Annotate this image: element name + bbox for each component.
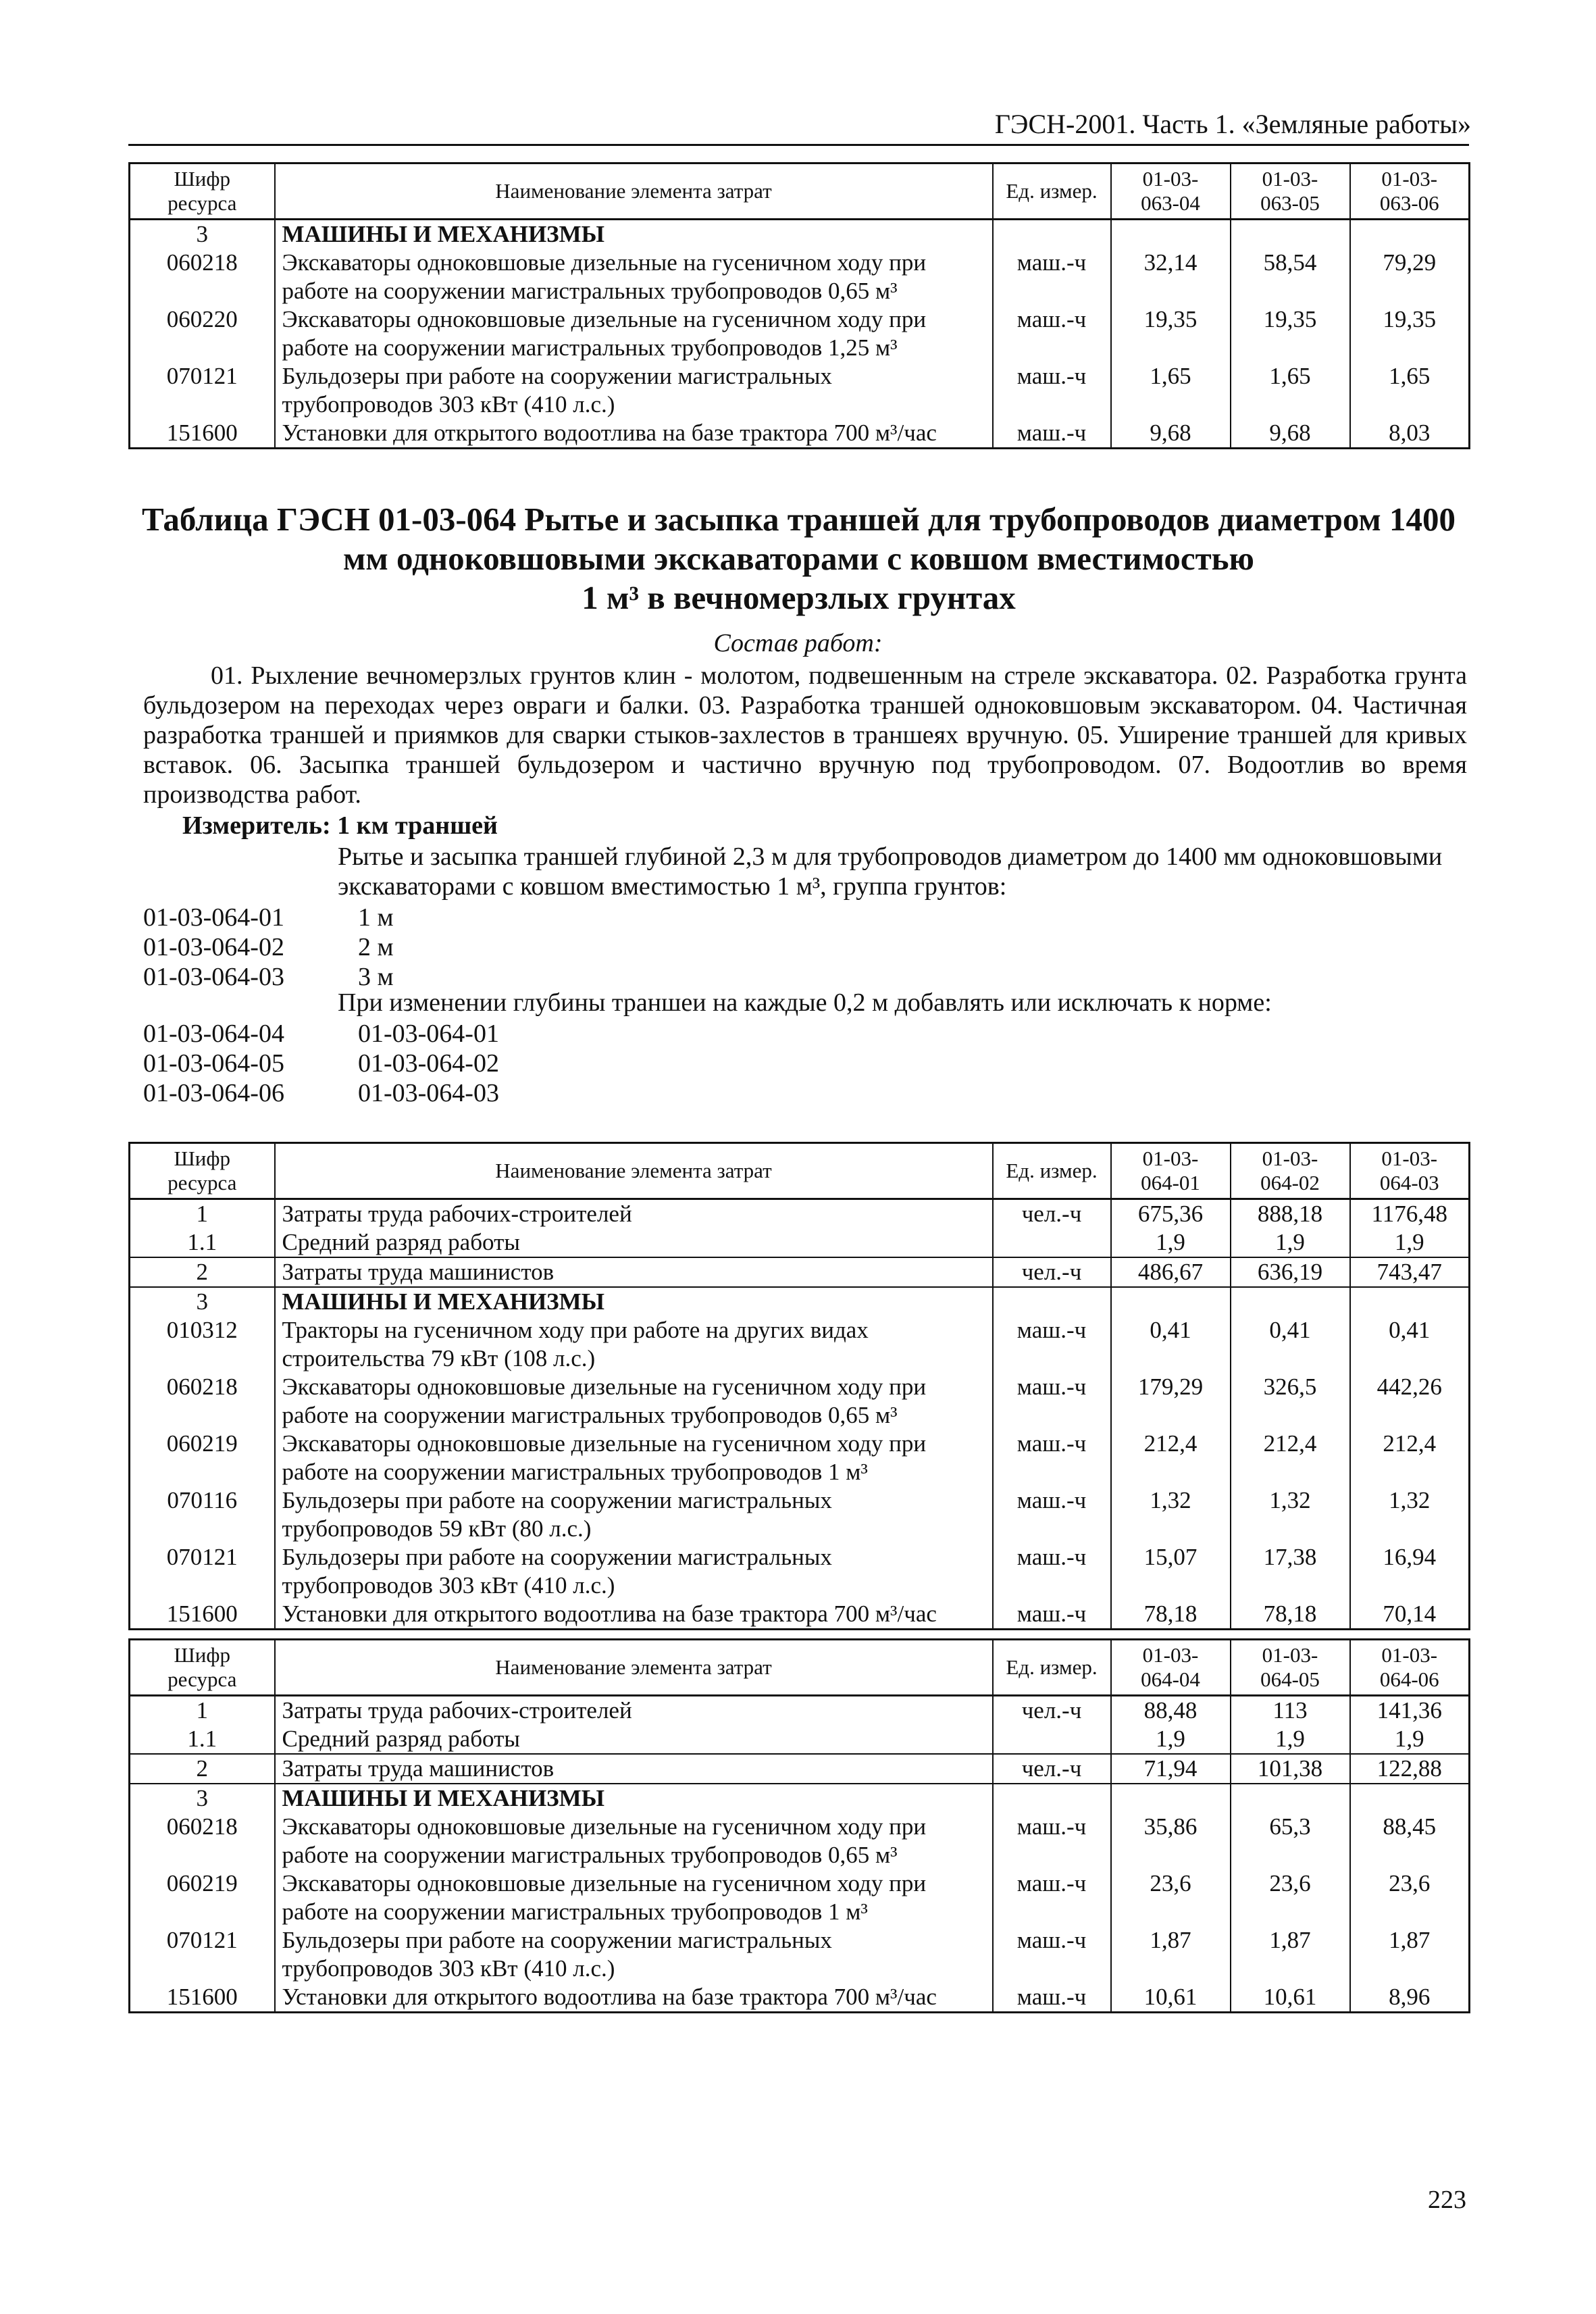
resource-name: Тракторы на гусеничном ходу при работе на других видах строительства 79 кВт (108 л.с.) <box>275 1316 993 1373</box>
header-norm-line: 01-03- <box>1262 1643 1318 1667</box>
norm-value: 23,6 <box>1350 1869 1470 1926</box>
header-norm-code <box>1350 1640 1470 1696</box>
norm-value: 16,94 <box>1350 1543 1470 1600</box>
resource-unit: маш.-ч <box>993 1926 1111 1983</box>
resource-unit <box>993 1228 1111 1257</box>
resource-code: 151600 <box>130 419 275 449</box>
header-code-line: Шифр <box>174 1643 230 1667</box>
norm-value: 675,36 <box>1111 1199 1231 1229</box>
norm-code: 01-03-064-04 <box>143 1020 284 1048</box>
table-row <box>130 1926 1470 1983</box>
norm-row <box>143 932 394 962</box>
resource-name: МАШИНЫ И МЕХАНИЗМЫ <box>275 1287 993 1316</box>
works-description: 01. Рыхление вечномерзлых грунтов клин - молотом, подвешенным на стреле экскаватора. 02. Разработка грунта бульдозером на переходах через овраги и балки. 03. Разработка траншей одноковшовым экскаватором. 04. Частичная разработка траншей и приямков для сварки стыков-захлестов в траншеях вручную. 05. Уширение траншей для кривых вставок. 06. Засыпка траншей бульдозером и частично вручную под трубопроводом. 07. Водоотлив во время производства работ. <box>143 661 1467 809</box>
resource-name: Бульдозеры при работе на сооружении магистральных трубопроводов 59 кВт (80 л.с.) <box>275 1486 993 1543</box>
norm-value: 71,94 <box>1111 1754 1231 1784</box>
norm-value: 1,32 <box>1350 1486 1470 1543</box>
resource-name: Затраты труда машинистов <box>275 1257 993 1287</box>
norm-value: 1,65 <box>1350 362 1470 419</box>
resource-code: 060218 <box>130 1373 275 1430</box>
table-row <box>130 1287 1470 1316</box>
header-norm-code <box>1231 1640 1350 1696</box>
section-title-line: 1 м³ в вечномерзлых грунтах <box>582 579 1016 616</box>
header-norm-code <box>1231 1143 1350 1199</box>
norm-value: 1,9 <box>1111 1228 1231 1257</box>
resource-name: Бульдозеры при работе на сооружении магистральных трубопроводов 303 кВт (410 л.с.) <box>275 1926 993 1983</box>
resource-code: 060220 <box>130 305 275 362</box>
norm-value: 113 <box>1231 1696 1350 1726</box>
norm-value: 1,87 <box>1111 1926 1231 1983</box>
section-title-line: мм одноковшовыми экскаваторами с ковшом вместимостью <box>342 540 1254 577</box>
norm-value <box>1350 220 1470 249</box>
norm-value: 743,47 <box>1350 1257 1470 1287</box>
resource-unit: маш.-ч <box>993 362 1111 419</box>
header-norm-line: 064-03 <box>1379 1171 1439 1194</box>
table-row <box>130 249 1470 305</box>
resource-unit: маш.-ч <box>993 1543 1111 1600</box>
table-row <box>130 1373 1470 1430</box>
norm-value: 88,48 <box>1111 1696 1231 1726</box>
table-row <box>130 1983 1470 2013</box>
norm-value: 1,87 <box>1231 1926 1350 1983</box>
norm-value <box>1350 1784 1470 1813</box>
header-name: Наименование элемента затрат <box>275 1640 993 1696</box>
norm-value: 32,14 <box>1111 249 1231 305</box>
resource-code: 1 <box>130 1696 275 1726</box>
header-norm-line: 063-06 <box>1379 191 1439 215</box>
resource-name: МАШИНЫ И МЕХАНИЗМЫ <box>275 220 993 249</box>
resource-name: Затраты труда рабочих-строителей <box>275 1696 993 1726</box>
norm-code: 01-03-064-01 <box>143 903 284 932</box>
resource-unit: маш.-ч <box>993 1869 1111 1926</box>
norm-value <box>1231 1287 1350 1316</box>
resource-code: 151600 <box>130 1600 275 1630</box>
norm-value: 65,3 <box>1231 1813 1350 1869</box>
header-code <box>130 164 275 220</box>
resource-code: 2 <box>130 1754 275 1784</box>
resource-code: 070121 <box>130 1926 275 1983</box>
norm-adjustment-description: При изменении глубины траншеи на каждые 0,2 м добавлять или исключать к норме: <box>338 988 1272 1017</box>
norm-value: 19,35 <box>1111 305 1231 362</box>
norm-value: 15,07 <box>1111 1543 1231 1600</box>
section-title-line: Таблица ГЭСН 01-03-064 Рытье и засыпка траншей для трубопроводов диаметром 1400 <box>141 501 1456 538</box>
table-row <box>130 220 1470 249</box>
section-title <box>128 500 1469 618</box>
norm-value: 1176,48 <box>1350 1199 1470 1229</box>
resource-unit <box>993 1725 1111 1754</box>
norm-value: 0,41 <box>1231 1316 1350 1373</box>
resource-code: 070116 <box>130 1486 275 1543</box>
norm-value: 8,96 <box>1350 1983 1470 2013</box>
running-header: ГЭСН-2001. Часть 1. «Земляные работы» <box>994 109 1471 139</box>
resource-name: Средний разряд работы <box>275 1725 993 1754</box>
norm-value: 19,35 <box>1350 305 1470 362</box>
table-row <box>130 1754 1470 1784</box>
header-code <box>130 1143 275 1199</box>
resource-name: Экскаваторы одноковшовые дизельные на гусеничном ходу при работе на сооружении магистральных трубопроводов 0,65 м³ <box>275 1813 993 1869</box>
norm-code: 01-03-064-02 <box>143 933 284 961</box>
table-row <box>130 1228 1470 1257</box>
norm-text: 01-03-064-03 <box>358 1079 499 1107</box>
table-row <box>130 419 1470 449</box>
norm-value <box>1350 1287 1470 1316</box>
resource-unit: чел.-ч <box>993 1257 1111 1287</box>
header-norm-line: 01-03- <box>1381 1147 1438 1170</box>
header-norm-line: 01-03- <box>1381 167 1438 191</box>
header-rule <box>128 144 1469 146</box>
resource-unit: маш.-ч <box>993 1316 1111 1373</box>
norm-value: 23,6 <box>1231 1869 1350 1926</box>
header-norm-line: 01-03- <box>1262 167 1318 191</box>
resource-code: 060219 <box>130 1430 275 1486</box>
header-norm-line: 01-03- <box>1262 1147 1318 1170</box>
resource-unit <box>993 1287 1111 1316</box>
resource-unit: маш.-ч <box>993 1600 1111 1630</box>
header-code-line: ресурса <box>168 1667 237 1691</box>
resource-name: Экскаваторы одноковшовые дизельные на гусеничном ходу при работе на сооружении магистральных трубопроводов 1 м³ <box>275 1869 993 1926</box>
header-norm-line: 063-05 <box>1260 191 1320 215</box>
table-header-row <box>130 1640 1470 1696</box>
resource-code: 060218 <box>130 1813 275 1869</box>
norm-text: 1 м <box>358 903 394 932</box>
header-unit: Ед. измер. <box>993 1640 1111 1696</box>
norm-row <box>143 1078 499 1108</box>
resource-code: 3 <box>130 1784 275 1813</box>
table-row <box>130 1869 1470 1926</box>
norm-row <box>143 1049 499 1078</box>
resource-unit: чел.-ч <box>993 1199 1111 1229</box>
resource-table-063 <box>128 162 1470 449</box>
resource-code: 1.1 <box>130 1228 275 1257</box>
resource-code: 151600 <box>130 1983 275 2013</box>
header-norm-code <box>1111 1143 1231 1199</box>
table-row <box>130 1316 1470 1373</box>
table-header-row <box>130 1143 1470 1199</box>
norm-value: 1,9 <box>1350 1228 1470 1257</box>
norm-value: 1,9 <box>1231 1725 1350 1754</box>
header-norm-line: 01-03- <box>1142 1147 1199 1170</box>
norm-text: 3 м <box>358 963 394 991</box>
norm-value: 9,68 <box>1231 419 1350 449</box>
header-norm-line: 064-02 <box>1260 1171 1320 1194</box>
norm-value: 1,9 <box>1111 1725 1231 1754</box>
resource-code: 010312 <box>130 1316 275 1373</box>
table-row <box>130 1600 1470 1630</box>
norm-value: 1,65 <box>1231 362 1350 419</box>
table-row <box>130 1696 1470 1726</box>
norm-value: 78,18 <box>1111 1600 1231 1630</box>
header-norm-line: 01-03- <box>1381 1643 1438 1667</box>
table-row <box>130 1199 1470 1229</box>
table-row <box>130 1486 1470 1543</box>
norm-value: 442,26 <box>1350 1373 1470 1430</box>
norm-value: 17,38 <box>1231 1543 1350 1600</box>
norm-text: 01-03-064-02 <box>358 1049 499 1078</box>
norm-value: 35,86 <box>1111 1813 1231 1869</box>
resource-name: Установки для открытого водоотлива на базе трактора 700 м³/час <box>275 1600 993 1630</box>
table-row <box>130 362 1470 419</box>
page-number: 223 <box>1428 2186 1466 2214</box>
norm-code: 01-03-064-03 <box>143 963 284 991</box>
resource-code: 3 <box>130 220 275 249</box>
resource-unit <box>993 220 1111 249</box>
resource-name: Экскаваторы одноковшовые дизельные на гусеничном ходу при работе на сооружении магистральных трубопроводов 1,25 м³ <box>275 305 993 362</box>
norm-value <box>1231 1784 1350 1813</box>
resource-name: Затраты труда рабочих-строителей <box>275 1199 993 1229</box>
resource-unit: чел.-ч <box>993 1696 1111 1726</box>
resource-name: Затраты труда машинистов <box>275 1754 993 1784</box>
header-code-line: Шифр <box>174 1147 230 1170</box>
norm-value: 101,38 <box>1231 1754 1350 1784</box>
resource-code: 070121 <box>130 1543 275 1600</box>
resource-code: 060218 <box>130 249 275 305</box>
norm-value: 70,14 <box>1350 1600 1470 1630</box>
norm-value: 58,54 <box>1231 249 1350 305</box>
norm-value <box>1111 1784 1231 1813</box>
resource-unit: маш.-ч <box>993 419 1111 449</box>
norm-value: 8,03 <box>1350 419 1470 449</box>
header-name: Наименование элемента затрат <box>275 1143 993 1199</box>
resource-code: 3 <box>130 1287 275 1316</box>
resource-name: Установки для открытого водоотлива на базе трактора 700 м³/час <box>275 1983 993 2013</box>
header-norm-line: 064-06 <box>1379 1667 1439 1691</box>
table-row <box>130 305 1470 362</box>
norm-value: 1,32 <box>1111 1486 1231 1543</box>
resource-name: Бульдозеры при работе на сооружении магистральных трубопроводов 303 кВт (410 л.с.) <box>275 1543 993 1600</box>
resource-code: 1.1 <box>130 1725 275 1754</box>
norm-value: 19,35 <box>1231 305 1350 362</box>
norm-code: 01-03-064-06 <box>143 1079 284 1107</box>
header-name: Наименование элемента затрат <box>275 164 993 220</box>
norm-text: 01-03-064-01 <box>358 1020 499 1048</box>
header-unit: Ед. измер. <box>993 164 1111 220</box>
resource-table-064-a <box>128 1142 1470 1630</box>
header-unit: Ед. измер. <box>993 1143 1111 1199</box>
resource-unit: маш.-ч <box>993 249 1111 305</box>
norm-description: Рытье и засыпка траншей глубиной 2,3 м для трубопроводов диаметром до 1400 мм одноковшовыми экскаваторами с ковшом вместимостью 1 м³, группа грунтов: <box>338 842 1443 901</box>
norm-row <box>143 1019 499 1049</box>
table-row <box>130 1430 1470 1486</box>
resource-unit <box>993 1784 1111 1813</box>
norm-value: 1,32 <box>1231 1486 1350 1543</box>
table-row <box>130 1784 1470 1813</box>
norm-value: 1,9 <box>1231 1228 1350 1257</box>
resource-code: 060219 <box>130 1869 275 1926</box>
header-code-line: ресурса <box>168 1171 237 1194</box>
table-row <box>130 1813 1470 1869</box>
header-code <box>130 1640 275 1696</box>
resource-name: МАШИНЫ И МЕХАНИЗМЫ <box>275 1784 993 1813</box>
norm-text: 2 м <box>358 933 394 961</box>
resource-unit: маш.-ч <box>993 1486 1111 1543</box>
norm-value: 888,18 <box>1231 1199 1350 1229</box>
resource-name: Бульдозеры при работе на сооружении магистральных трубопроводов 303 кВт (410 л.с.) <box>275 362 993 419</box>
norm-value: 1,65 <box>1111 362 1231 419</box>
resource-unit: маш.-ч <box>993 1430 1111 1486</box>
norm-row <box>143 903 394 932</box>
resource-name: Экскаваторы одноковшовые дизельные на гусеничном ходу при работе на сооружении магистральных трубопроводов 0,65 м³ <box>275 249 993 305</box>
norm-value <box>1231 220 1350 249</box>
resource-unit: маш.-ч <box>993 1983 1111 2013</box>
norm-value: 78,18 <box>1231 1600 1350 1630</box>
header-norm-line: 064-04 <box>1141 1667 1200 1691</box>
resource-name: Средний разряд работы <box>275 1228 993 1257</box>
header-code-line: Шифр <box>174 167 230 191</box>
norm-value: 9,68 <box>1111 419 1231 449</box>
header-code-line: ресурса <box>168 191 237 215</box>
header-norm-code <box>1111 1640 1231 1696</box>
composition-label: Состав работ: <box>713 629 883 657</box>
norm-value: 1,9 <box>1350 1725 1470 1754</box>
table-row <box>130 1257 1470 1287</box>
norm-value: 212,4 <box>1350 1430 1470 1486</box>
header-norm-line: 01-03- <box>1142 1643 1199 1667</box>
norm-value: 23,6 <box>1111 1869 1231 1926</box>
resource-unit: маш.-ч <box>993 1373 1111 1430</box>
norm-value: 326,5 <box>1231 1373 1350 1430</box>
resource-unit: маш.-ч <box>993 305 1111 362</box>
norm-value: 1,87 <box>1350 1926 1470 1983</box>
resource-code: 1 <box>130 1199 275 1229</box>
norm-value: 212,4 <box>1231 1430 1350 1486</box>
norm-value <box>1111 220 1231 249</box>
norm-value: 212,4 <box>1111 1430 1231 1486</box>
table-row <box>130 1543 1470 1600</box>
header-norm-code <box>1350 1143 1470 1199</box>
measure-unit: Измеритель: 1 км траншей <box>182 811 498 840</box>
norm-value: 636,19 <box>1231 1257 1350 1287</box>
norm-value: 10,61 <box>1231 1983 1350 2013</box>
resource-unit: чел.-ч <box>993 1754 1111 1784</box>
table-row <box>130 1725 1470 1754</box>
header-norm-code <box>1231 164 1350 220</box>
norm-value: 486,67 <box>1111 1257 1231 1287</box>
norm-value: 88,45 <box>1350 1813 1470 1869</box>
norm-value <box>1111 1287 1231 1316</box>
resource-unit: маш.-ч <box>993 1813 1111 1869</box>
norm-value: 0,41 <box>1111 1316 1231 1373</box>
norm-value: 179,29 <box>1111 1373 1231 1430</box>
norm-value: 10,61 <box>1111 1983 1231 2013</box>
header-norm-line: 064-05 <box>1260 1667 1320 1691</box>
resource-name: Установки для открытого водоотлива на базе трактора 700 м³/час <box>275 419 993 449</box>
table-header-row <box>130 164 1470 220</box>
norm-value: 141,36 <box>1350 1696 1470 1726</box>
norm-value: 0,41 <box>1350 1316 1470 1373</box>
norm-code: 01-03-064-05 <box>143 1049 284 1078</box>
resource-name: Экскаваторы одноковшовые дизельные на гусеничном ходу при работе на сооружении магистральных трубопроводов 0,65 м³ <box>275 1373 993 1430</box>
resource-code: 2 <box>130 1257 275 1287</box>
header-norm-code <box>1350 164 1470 220</box>
header-norm-line: 064-01 <box>1141 1171 1200 1194</box>
resource-name: Экскаваторы одноковшовые дизельные на гусеничном ходу при работе на сооружении магистральных трубопроводов 1 м³ <box>275 1430 993 1486</box>
resource-code: 070121 <box>130 362 275 419</box>
header-norm-line: 063-04 <box>1141 191 1200 215</box>
header-norm-code <box>1111 164 1231 220</box>
norm-value: 122,88 <box>1350 1754 1470 1784</box>
resource-table-064-b <box>128 1638 1470 2013</box>
header-norm-line: 01-03- <box>1142 167 1199 191</box>
norm-value: 79,29 <box>1350 249 1470 305</box>
